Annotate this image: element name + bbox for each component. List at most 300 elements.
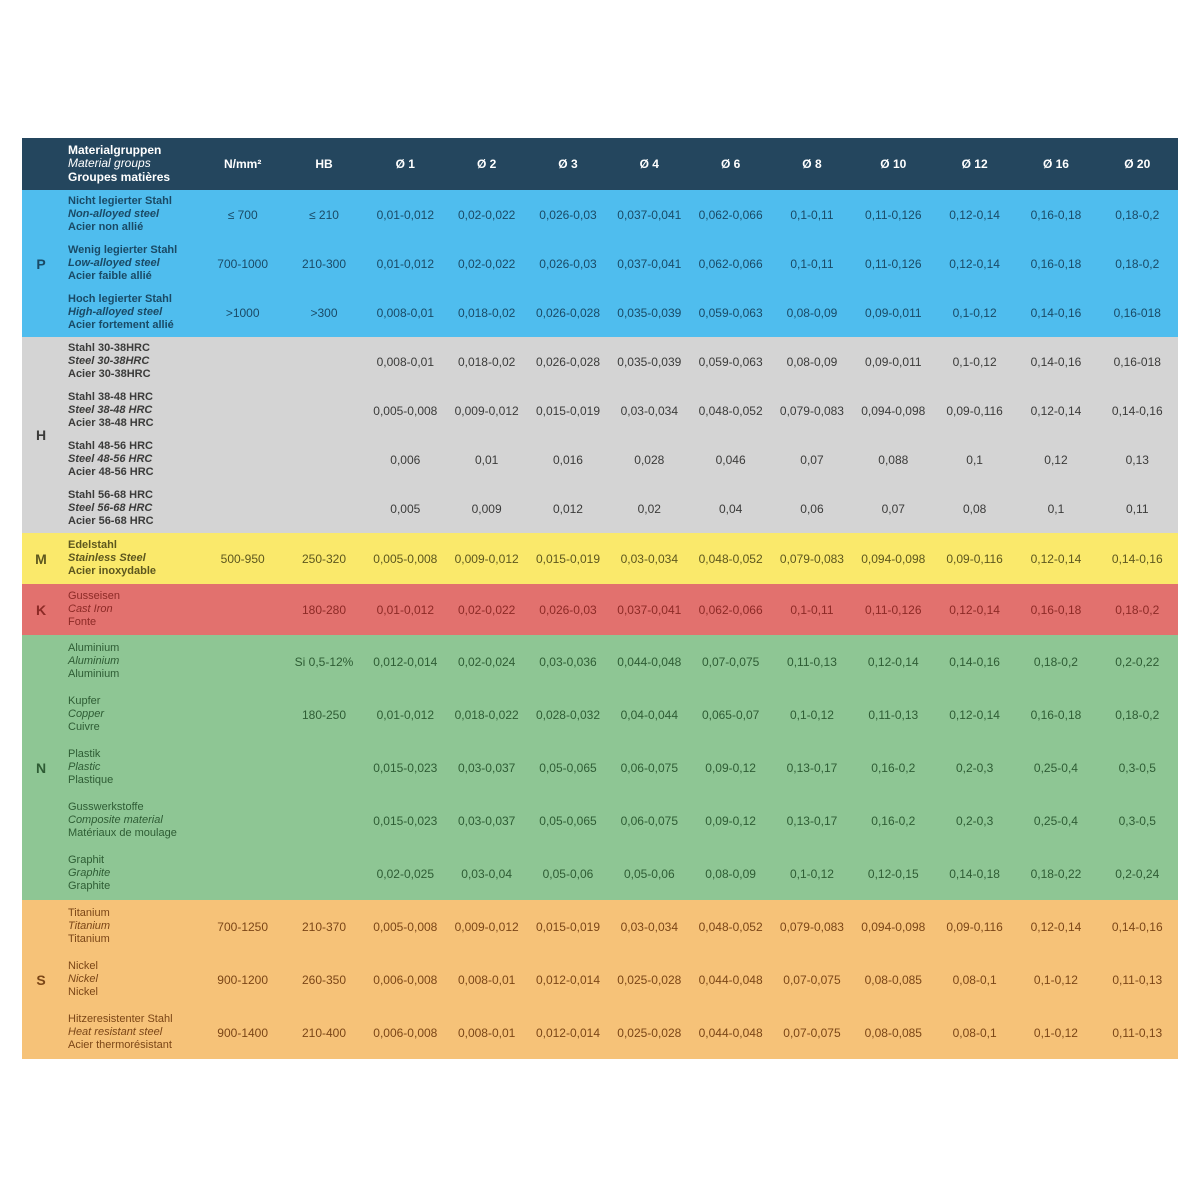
- value-cell: 0,09-0,12: [705, 813, 756, 828]
- value-cell: 0,08-0,1: [952, 1025, 997, 1040]
- header-col: Ø 8: [802, 157, 822, 171]
- group-N: [22, 635, 1178, 900]
- table-row: [60, 533, 1178, 584]
- value-cell: 0,048-0,052: [698, 919, 763, 934]
- value-cell: 0,005: [390, 501, 421, 516]
- value-cell: 0,046: [715, 452, 746, 467]
- value-cell: 0,16-0,18: [1030, 207, 1082, 222]
- table-row: [60, 900, 1178, 953]
- value-cell: 0,01-0,012: [376, 707, 435, 722]
- material-name-de: Edelstahl: [68, 539, 117, 551]
- value-cell: 0,015-0,019: [535, 403, 600, 418]
- header-col: Ø 10: [880, 157, 907, 171]
- group-rows: [60, 337, 1178, 533]
- material-cell: [60, 642, 202, 681]
- table-row: [60, 435, 1178, 484]
- header-col: Ø 6: [720, 157, 741, 171]
- material-name-en: Heat resistant steel: [68, 1026, 163, 1038]
- material-name-de: Hoch legierter Stahl: [68, 293, 172, 305]
- material-name-en: Low-alloyed steel: [68, 257, 160, 269]
- value-cell: 0,16-0,2: [871, 813, 916, 828]
- group-P: [22, 190, 1178, 337]
- material-name-fr: Matériaux de moulage: [68, 827, 177, 839]
- value-cell: 210-400: [301, 1025, 347, 1040]
- value-cell: 0,04: [718, 501, 743, 516]
- value-cell: 0,08: [962, 501, 987, 516]
- material-name-de: Stahl 56-68 HRC: [68, 489, 153, 501]
- value-cell: 180-250: [301, 707, 347, 722]
- table-row: [60, 484, 1178, 533]
- value-cell: 0,14-0,18: [949, 866, 1000, 881]
- material-cell: [60, 1013, 202, 1052]
- material-cell: [60, 590, 202, 629]
- value-cell: 0,16-0,2: [871, 760, 916, 775]
- value-cell: 0,06-0,075: [620, 813, 678, 828]
- value-cell: 0,13-0,17: [786, 760, 838, 775]
- material-cell: [60, 539, 202, 578]
- value-cell: 250-320: [301, 551, 347, 566]
- value-cell: 0,14-0,16: [1111, 551, 1163, 566]
- value-cell: 0,08-0,085: [864, 1025, 922, 1040]
- value-cell: 0,012: [552, 501, 583, 516]
- value-cell: 0,09-0,116: [946, 919, 1003, 934]
- group-letter: N: [35, 759, 47, 776]
- material-name-de: Gusswerkstoffe: [68, 801, 144, 813]
- header-material-en: Material groups: [68, 156, 151, 171]
- value-cell: 180-280: [301, 602, 347, 617]
- value-cell: 0,13-0,17: [786, 813, 838, 828]
- material-name-fr: Acier 30-38HRC: [68, 368, 151, 380]
- value-cell: Si 0,5-12%: [294, 654, 354, 669]
- group-letter: M: [35, 550, 47, 567]
- value-cell: 0,06-0,075: [620, 760, 678, 775]
- value-cell: 0,18-0,2: [1115, 602, 1160, 617]
- table-row: [60, 688, 1178, 741]
- material-cell: [60, 748, 202, 787]
- header-col: Ø 12: [961, 157, 988, 171]
- value-cell: 0,13: [1125, 452, 1149, 467]
- value-cell: 0,006-0,008: [373, 1025, 438, 1040]
- material-name-en: Copper: [68, 708, 105, 720]
- value-cell: 0,044-0,048: [698, 972, 763, 987]
- value-cell: 0,009-0,012: [454, 919, 519, 934]
- value-cell: 0,2-0,3: [955, 760, 994, 775]
- table-row: [60, 741, 1178, 794]
- value-cell: 0,11-0,126: [865, 256, 922, 271]
- value-cell: 0,094-0,098: [861, 551, 926, 566]
- value-cell: 0,08-0,09: [786, 305, 838, 320]
- value-cell: 0,01-0,012: [376, 256, 435, 271]
- value-cell: 0,01-0,012: [376, 207, 435, 222]
- material-name-fr: Acier thermorésistant: [68, 1039, 172, 1051]
- value-cell: 0,16-0,18: [1030, 707, 1082, 722]
- value-cell: 0,1-0,12: [952, 305, 997, 320]
- group-rows: [60, 584, 1178, 635]
- value-cell: 0,009-0,012: [454, 403, 519, 418]
- value-cell: 0,12-0,14: [1030, 551, 1082, 566]
- feed-rate-table: [22, 138, 1178, 1059]
- material-cell: [60, 907, 202, 946]
- value-cell: 0,07-0,075: [701, 654, 760, 669]
- value-cell: 0,1-0,12: [952, 354, 997, 369]
- material-name-en: Steel 56-68 HRC: [68, 502, 153, 514]
- material-name-fr: Acier 48-56 HRC: [68, 466, 154, 478]
- value-cell: 0,026-0,03: [539, 256, 597, 271]
- material-name-de: Stahl 38-48 HRC: [68, 391, 153, 403]
- table-row: [60, 1006, 1178, 1059]
- value-cell: 0,03-0,037: [457, 760, 516, 775]
- value-cell: 0,059-0,063: [698, 354, 763, 369]
- value-cell: 0,11-0,126: [865, 602, 922, 617]
- value-cell: 0,16-018: [1113, 305, 1161, 320]
- value-cell: >1000: [225, 305, 260, 320]
- value-cell: 0,05-0,06: [542, 866, 594, 881]
- table-header-row: [22, 138, 1178, 190]
- value-cell: 0,005-0,008: [373, 551, 438, 566]
- value-cell: 0,028-0,032: [535, 707, 600, 722]
- value-cell: 0,079-0,083: [779, 403, 844, 418]
- material-cell: [60, 244, 202, 283]
- value-cell: 0,03-0,034: [620, 919, 678, 934]
- value-cell: 0,18-0,2: [1115, 207, 1160, 222]
- value-cell: 0,026-0,028: [535, 305, 600, 320]
- table-row: [60, 953, 1178, 1006]
- material-cell: [60, 489, 202, 528]
- value-cell: 0,08-0,09: [786, 354, 838, 369]
- group-letter: K: [35, 601, 47, 618]
- value-cell: 0,3-0,5: [1118, 813, 1156, 828]
- value-cell: 0,2-0,22: [1115, 654, 1160, 669]
- material-name-en: Titanium: [68, 920, 111, 932]
- material-name-fr: Aluminium: [68, 668, 120, 680]
- value-cell: 0,05-0,06: [623, 866, 675, 881]
- value-cell: 0,12-0,14: [949, 707, 1000, 722]
- value-cell: 0,08-0,1: [952, 972, 997, 987]
- value-cell: 0,026-0,03: [539, 602, 597, 617]
- value-cell: 0,037-0,041: [617, 207, 682, 222]
- value-cell: 0,07: [881, 501, 905, 516]
- value-cell: 0,12-0,14: [867, 654, 919, 669]
- value-cell: 0,062-0,066: [698, 602, 763, 617]
- value-cell: 0,14-0,16: [1030, 354, 1082, 369]
- value-cell: 0,035-0,039: [617, 305, 682, 320]
- value-cell: 0,07-0,075: [783, 1025, 841, 1040]
- material-name-en: Graphite: [68, 867, 111, 879]
- value-cell: 0,094-0,098: [861, 403, 926, 418]
- group-rows: [60, 900, 1178, 1059]
- value-cell: 0,006-0,008: [373, 972, 438, 987]
- value-cell: 0,3-0,5: [1118, 760, 1156, 775]
- value-cell: 0,05-0,065: [539, 760, 597, 775]
- value-cell: 0,026-0,028: [535, 354, 600, 369]
- group-M: [22, 533, 1178, 584]
- value-cell: 0,02-0,025: [376, 866, 435, 881]
- value-cell: 0,059-0,063: [698, 305, 763, 320]
- value-cell: 0,11-0,13: [787, 654, 837, 669]
- value-cell: 0,12-0,14: [1030, 403, 1082, 418]
- table-row: [60, 386, 1178, 435]
- value-cell: 0,035-0,039: [617, 354, 682, 369]
- value-cell: 0,009-0,012: [454, 551, 519, 566]
- header-material-groups: [60, 144, 202, 185]
- material-cell: [60, 391, 202, 430]
- header-material-fr: Groupes matières: [68, 169, 171, 184]
- material-name-de: Stahl 30-38HRC: [68, 342, 150, 354]
- material-cell: [60, 195, 202, 234]
- group-letter: H: [35, 427, 47, 443]
- value-cell: 0,048-0,052: [698, 551, 763, 566]
- material-name-de: Hitzeresistenter Stahl: [68, 1013, 173, 1025]
- value-cell: 210-300: [301, 256, 347, 271]
- value-cell: 0,08-0,085: [864, 972, 922, 987]
- value-cell: 0,16-018: [1113, 354, 1161, 369]
- value-cell: 0,044-0,048: [698, 1025, 763, 1040]
- value-cell: 0,18-0,22: [1030, 866, 1082, 881]
- value-cell: 0,03-0,034: [620, 403, 678, 418]
- material-name-de: Wenig legierter Stahl: [68, 244, 178, 256]
- group-S: [22, 900, 1178, 1059]
- group-rows: [60, 533, 1178, 584]
- material-name-fr: Graphite: [68, 880, 111, 892]
- value-cell: 0,03-0,034: [620, 551, 678, 566]
- value-cell: 0,12-0,14: [1030, 919, 1082, 934]
- value-cell: 0,079-0,083: [779, 551, 844, 566]
- header-col: N/mm²: [223, 157, 262, 171]
- value-cell: 0,25-0,4: [1033, 760, 1078, 775]
- material-name-fr: Acier inoxydable: [68, 565, 157, 577]
- value-cell: 0,016: [552, 452, 583, 467]
- group-rows: [60, 635, 1178, 900]
- material-name-fr: Acier faible allié: [68, 270, 152, 282]
- value-cell: 0,065-0,07: [701, 707, 760, 722]
- value-cell: >300: [310, 305, 338, 320]
- material-cell: [60, 801, 202, 840]
- value-cell: 0,06: [800, 501, 824, 516]
- material-name-fr: Plastique: [68, 774, 114, 786]
- value-cell: 0,12-0,14: [949, 207, 1000, 222]
- value-cell: 0,012-0,014: [373, 654, 438, 669]
- value-cell: 0,1-0,11: [790, 256, 834, 271]
- value-cell: 700-1000: [217, 256, 269, 271]
- value-cell: 0,07-0,075: [783, 972, 841, 987]
- value-cell: 0,09-0,116: [946, 551, 1003, 566]
- material-cell: [60, 695, 202, 734]
- group-letter: P: [36, 255, 46, 272]
- value-cell: 0,015-0,019: [535, 919, 600, 934]
- value-cell: 0,1: [1047, 501, 1065, 516]
- material-name-en: Plastic: [68, 761, 101, 773]
- table-row: [60, 794, 1178, 847]
- value-cell: 0,14-0,16: [1111, 919, 1163, 934]
- value-cell: 0,094-0,098: [861, 919, 926, 934]
- value-cell: 0,11-0,126: [865, 207, 922, 222]
- value-cell: 0,09-0,12: [705, 760, 756, 775]
- header-col: Ø 4: [639, 157, 659, 171]
- material-name-de: Nicht legierter Stahl: [68, 195, 172, 207]
- material-name-en: Stainless Steel: [68, 552, 146, 564]
- material-cell: [60, 854, 202, 893]
- table-row: [60, 584, 1178, 635]
- value-cell: 0,044-0,048: [617, 654, 682, 669]
- value-cell: 0,07: [800, 452, 824, 467]
- value-cell: 700-1250: [217, 919, 269, 934]
- value-cell: 0,037-0,041: [617, 256, 682, 271]
- header-columns: [202, 138, 1178, 190]
- value-cell: 0,1-0,11: [790, 207, 834, 222]
- value-cell: 0,02-0,024: [457, 654, 516, 669]
- header-col: Ø 20: [1124, 157, 1151, 171]
- material-name-de: Nickel: [68, 960, 98, 972]
- value-cell: 500-950: [220, 551, 265, 566]
- value-cell: 0,018-0,022: [454, 707, 519, 722]
- value-cell: 0,028: [634, 452, 665, 467]
- value-cell: 0,09-0,011: [865, 354, 922, 369]
- material-cell: [60, 440, 202, 479]
- material-name-en: Steel 30-38HRC: [68, 355, 150, 367]
- value-cell: 0,01-0,012: [376, 602, 435, 617]
- value-cell: 0,062-0,066: [698, 207, 763, 222]
- value-cell: 0,008-0,01: [376, 354, 435, 369]
- table-row: [60, 635, 1178, 688]
- value-cell: 0,02-0,022: [457, 207, 516, 222]
- material-name-de: Graphit: [68, 854, 105, 866]
- header-col: Ø 16: [1042, 157, 1069, 171]
- value-cell: 0,01: [474, 452, 499, 467]
- value-cell: 0,1-0,12: [789, 866, 834, 881]
- value-cell: 900-1200: [217, 972, 269, 987]
- material-cell: [60, 960, 202, 999]
- value-cell: 260-350: [301, 972, 347, 987]
- value-cell: 0,2-0,3: [955, 813, 994, 828]
- value-cell: 0,1-0,12: [1033, 972, 1078, 987]
- value-cell: 0,11-0,13: [868, 707, 919, 722]
- value-cell: 0,03-0,037: [457, 813, 516, 828]
- table-row: [60, 239, 1178, 288]
- value-cell: 0,079-0,083: [779, 919, 844, 934]
- header-material-de: Materialgruppen: [68, 142, 162, 157]
- value-cell: 0,006: [390, 452, 421, 467]
- value-cell: ≤ 700: [227, 207, 258, 222]
- material-name-fr: Titanium: [68, 933, 110, 945]
- header-col: Ø 1: [395, 157, 415, 171]
- value-cell: 0,018-0,02: [457, 305, 516, 320]
- value-cell: 0,037-0,041: [617, 602, 682, 617]
- group-rows: [60, 190, 1178, 337]
- value-cell: 0,12-0,14: [949, 602, 1000, 617]
- value-cell: 0,005-0,008: [373, 403, 438, 418]
- value-cell: 0,088: [878, 452, 909, 467]
- value-cell: 0,14-0,16: [949, 654, 1000, 669]
- material-name-fr: Cuivre: [68, 721, 100, 733]
- value-cell: 0,1-0,11: [790, 602, 834, 617]
- material-name-en: High-alloyed steel: [68, 306, 163, 318]
- value-cell: 0,025-0,028: [617, 1025, 682, 1040]
- value-cell: 0,16-0,18: [1030, 602, 1082, 617]
- material-name-en: Cast Iron: [68, 603, 113, 615]
- value-cell: 0,18-0,2: [1115, 256, 1160, 271]
- value-cell: 0,14-0,16: [1030, 305, 1082, 320]
- header-col: Ø 2: [476, 157, 497, 171]
- value-cell: 0,25-0,4: [1033, 813, 1078, 828]
- value-cell: 0,008-0,01: [457, 1025, 516, 1040]
- material-name-de: Plastik: [68, 748, 101, 760]
- value-cell: 0,015-0,019: [535, 551, 600, 566]
- material-name-en: Composite material: [68, 814, 163, 826]
- value-cell: 0,026-0,03: [539, 207, 597, 222]
- value-cell: 0,12: [1044, 452, 1068, 467]
- value-cell: 0,012-0,014: [535, 972, 600, 987]
- table-row: [60, 190, 1178, 239]
- material-name-de: Aluminium: [68, 642, 120, 654]
- value-cell: 0,18-0,2: [1033, 654, 1078, 669]
- value-cell: 0,048-0,052: [698, 403, 763, 418]
- value-cell: 0,018-0,02: [457, 354, 516, 369]
- value-cell: 0,062-0,066: [698, 256, 763, 271]
- material-name-fr: Nickel: [68, 986, 98, 998]
- value-cell: 0,08-0,09: [705, 866, 756, 881]
- group-H: [22, 337, 1178, 533]
- value-cell: 0,05-0,065: [539, 813, 597, 828]
- value-cell: 0,18-0,2: [1115, 707, 1160, 722]
- material-name-fr: Acier non allié: [68, 221, 144, 233]
- material-name-fr: Acier 38-48 HRC: [68, 417, 154, 429]
- value-cell: 0,005-0,008: [373, 919, 438, 934]
- value-cell: 0,015-0,023: [373, 813, 438, 828]
- table-body: [22, 190, 1178, 1059]
- material-cell: [60, 293, 202, 332]
- value-cell: 0,16-0,18: [1030, 256, 1082, 271]
- table-row: [60, 847, 1178, 900]
- table-row: [60, 337, 1178, 386]
- material-name-en: Steel 48-56 HRC: [68, 453, 153, 465]
- value-cell: 0,11: [1126, 501, 1149, 516]
- value-cell: 0,09-0,011: [865, 305, 922, 320]
- value-cell: 0,12-0,14: [949, 256, 1000, 271]
- material-name-de: Kupfer: [68, 695, 101, 707]
- value-cell: 0,12-0,15: [867, 866, 919, 881]
- material-name-en: Aluminium: [68, 655, 120, 667]
- value-cell: ≤ 210: [309, 207, 339, 222]
- value-cell: 0,11-0,13: [1112, 972, 1163, 987]
- value-cell: 0,015-0,023: [373, 760, 438, 775]
- value-cell: 0,1: [966, 452, 983, 467]
- value-cell: 0,09-0,116: [946, 403, 1003, 418]
- header-col: HB: [315, 157, 333, 171]
- value-cell: 210-370: [301, 919, 347, 934]
- material-cell: [60, 342, 202, 381]
- group-letter: S: [36, 971, 46, 988]
- value-cell: 0,1-0,12: [789, 707, 834, 722]
- value-cell: 0,009: [471, 501, 502, 516]
- value-cell: 0,008-0,01: [457, 972, 516, 987]
- material-name-en: Steel 38-48 HRC: [68, 404, 153, 416]
- group-K: [22, 584, 1178, 635]
- value-cell: 900-1400: [217, 1025, 269, 1040]
- value-cell: 0,02-0,022: [457, 256, 516, 271]
- material-name-de: Titanium: [68, 907, 110, 919]
- material-name-de: Stahl 48-56 HRC: [68, 440, 153, 452]
- value-cell: 0,012-0,014: [535, 1025, 600, 1040]
- value-cell: 0,04-0,044: [620, 707, 678, 722]
- value-cell: 0,008-0,01: [376, 305, 435, 320]
- value-cell: 0,14-0,16: [1111, 403, 1163, 418]
- value-cell: 0,1-0,12: [1033, 1025, 1078, 1040]
- value-cell: 0,03-0,04: [461, 866, 512, 881]
- value-cell: 0,03-0,036: [539, 654, 597, 669]
- material-name-fr: Fonte: [68, 616, 97, 628]
- material-name-fr: Acier fortement allié: [68, 319, 174, 331]
- value-cell: 0,11-0,13: [1112, 1025, 1163, 1040]
